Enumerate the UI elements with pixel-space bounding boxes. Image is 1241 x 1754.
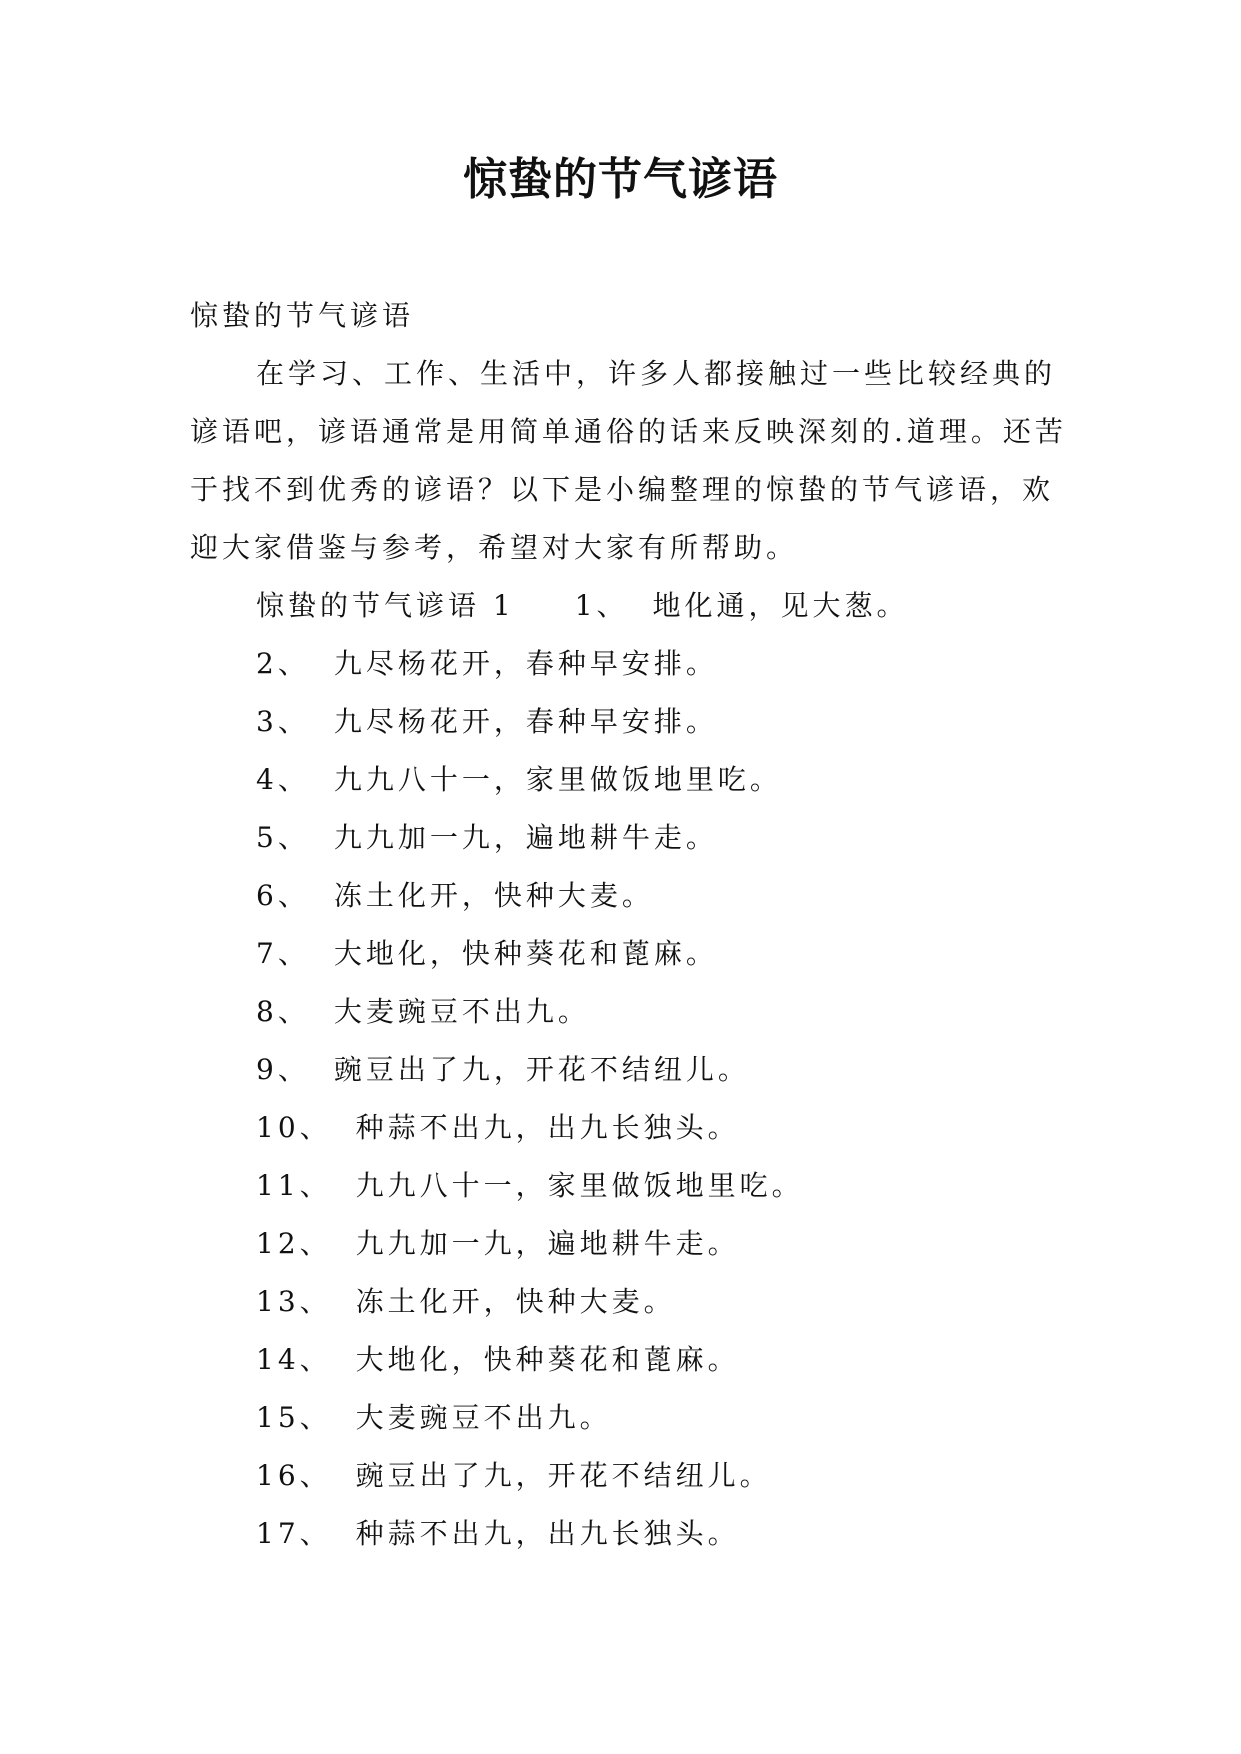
item-number: 16、	[256, 1459, 332, 1492]
list-item	[190, 751, 1070, 809]
item-text: 九尽杨花开，春种早安排。	[333, 705, 718, 738]
list-item	[190, 1447, 1070, 1505]
item-number: 2、	[256, 647, 310, 680]
item-number: 12、	[256, 1227, 332, 1260]
list-item	[190, 693, 1070, 751]
item-number: 9、	[256, 1053, 310, 1086]
subheading: 惊蛰的节气谚语	[190, 299, 415, 332]
document-body	[190, 287, 1070, 1563]
list-item	[190, 1215, 1070, 1273]
item-text: 九九八十一，家里做饭地里吃。	[333, 763, 782, 796]
list-item	[190, 809, 1070, 867]
item-text: 大地化，快种葵花和蓖麻。	[355, 1343, 740, 1376]
intro-paragraph: 在学习、工作、生活中，许多人都接触过一些比较经典的谚语吧，谚语通常是用简单通俗的话来反映深刻的.道理。还苦于找不到优秀的谚语？以下是小编整理的惊蛰的节气谚语，欢迎大家借鉴与参考，希望对大家有所帮助。	[190, 357, 1067, 564]
list-item	[190, 1331, 1070, 1389]
list-item	[190, 867, 1070, 925]
item-text: 大麦豌豆不出九。	[333, 995, 590, 1028]
item-text: 地化通，见大葱。	[652, 589, 909, 622]
list-item	[190, 577, 1070, 635]
list-item	[190, 1505, 1070, 1563]
list-item	[190, 1157, 1070, 1215]
item-number: 4、	[256, 763, 310, 796]
item-text: 九九八十一，家里做饭地里吃。	[355, 1169, 804, 1202]
item-number: 3、	[256, 705, 310, 738]
item-text: 豌豆出了九，开花不结纽儿。	[333, 1053, 750, 1086]
item-text: 九九加一九，遍地耕牛走。	[333, 821, 718, 854]
item-number: 1、	[574, 589, 629, 622]
item-number: 10、	[256, 1111, 332, 1144]
section-heading: 惊蛰的节气谚语 1	[256, 589, 515, 622]
list-item	[190, 1041, 1070, 1099]
list-item	[190, 925, 1070, 983]
item-number: 7、	[256, 937, 310, 970]
item-number: 5、	[256, 821, 310, 854]
item-number: 8、	[256, 995, 310, 1028]
list-item	[190, 1099, 1070, 1157]
item-number: 11、	[256, 1169, 332, 1202]
list-item	[190, 1273, 1070, 1331]
list-item	[190, 1389, 1070, 1447]
item-number: 15、	[256, 1401, 332, 1434]
item-text: 九九加一九，遍地耕牛走。	[355, 1227, 740, 1260]
item-text: 冻土化开，快种大麦。	[355, 1285, 676, 1318]
item-number: 14、	[256, 1343, 332, 1376]
list-item	[190, 635, 1070, 693]
page-title: 惊蛰的节气谚语	[463, 154, 778, 205]
item-number: 13、	[256, 1285, 332, 1318]
item-text: 种蒜不出九，出九长独头。	[355, 1111, 740, 1144]
item-number: 17、	[256, 1517, 332, 1550]
item-number: 6、	[256, 879, 310, 912]
item-text: 种蒜不出九，出九长独头。	[355, 1517, 740, 1550]
proverb-list	[190, 577, 1070, 1563]
item-text: 大麦豌豆不出九。	[355, 1401, 612, 1434]
item-text: 大地化，快种葵花和蓖麻。	[333, 937, 718, 970]
item-text: 九尽杨花开，春种早安排。	[333, 647, 718, 680]
item-text: 豌豆出了九，开花不结纽儿。	[355, 1459, 772, 1492]
list-item	[190, 983, 1070, 1041]
item-text: 冻土化开，快种大麦。	[333, 879, 654, 912]
